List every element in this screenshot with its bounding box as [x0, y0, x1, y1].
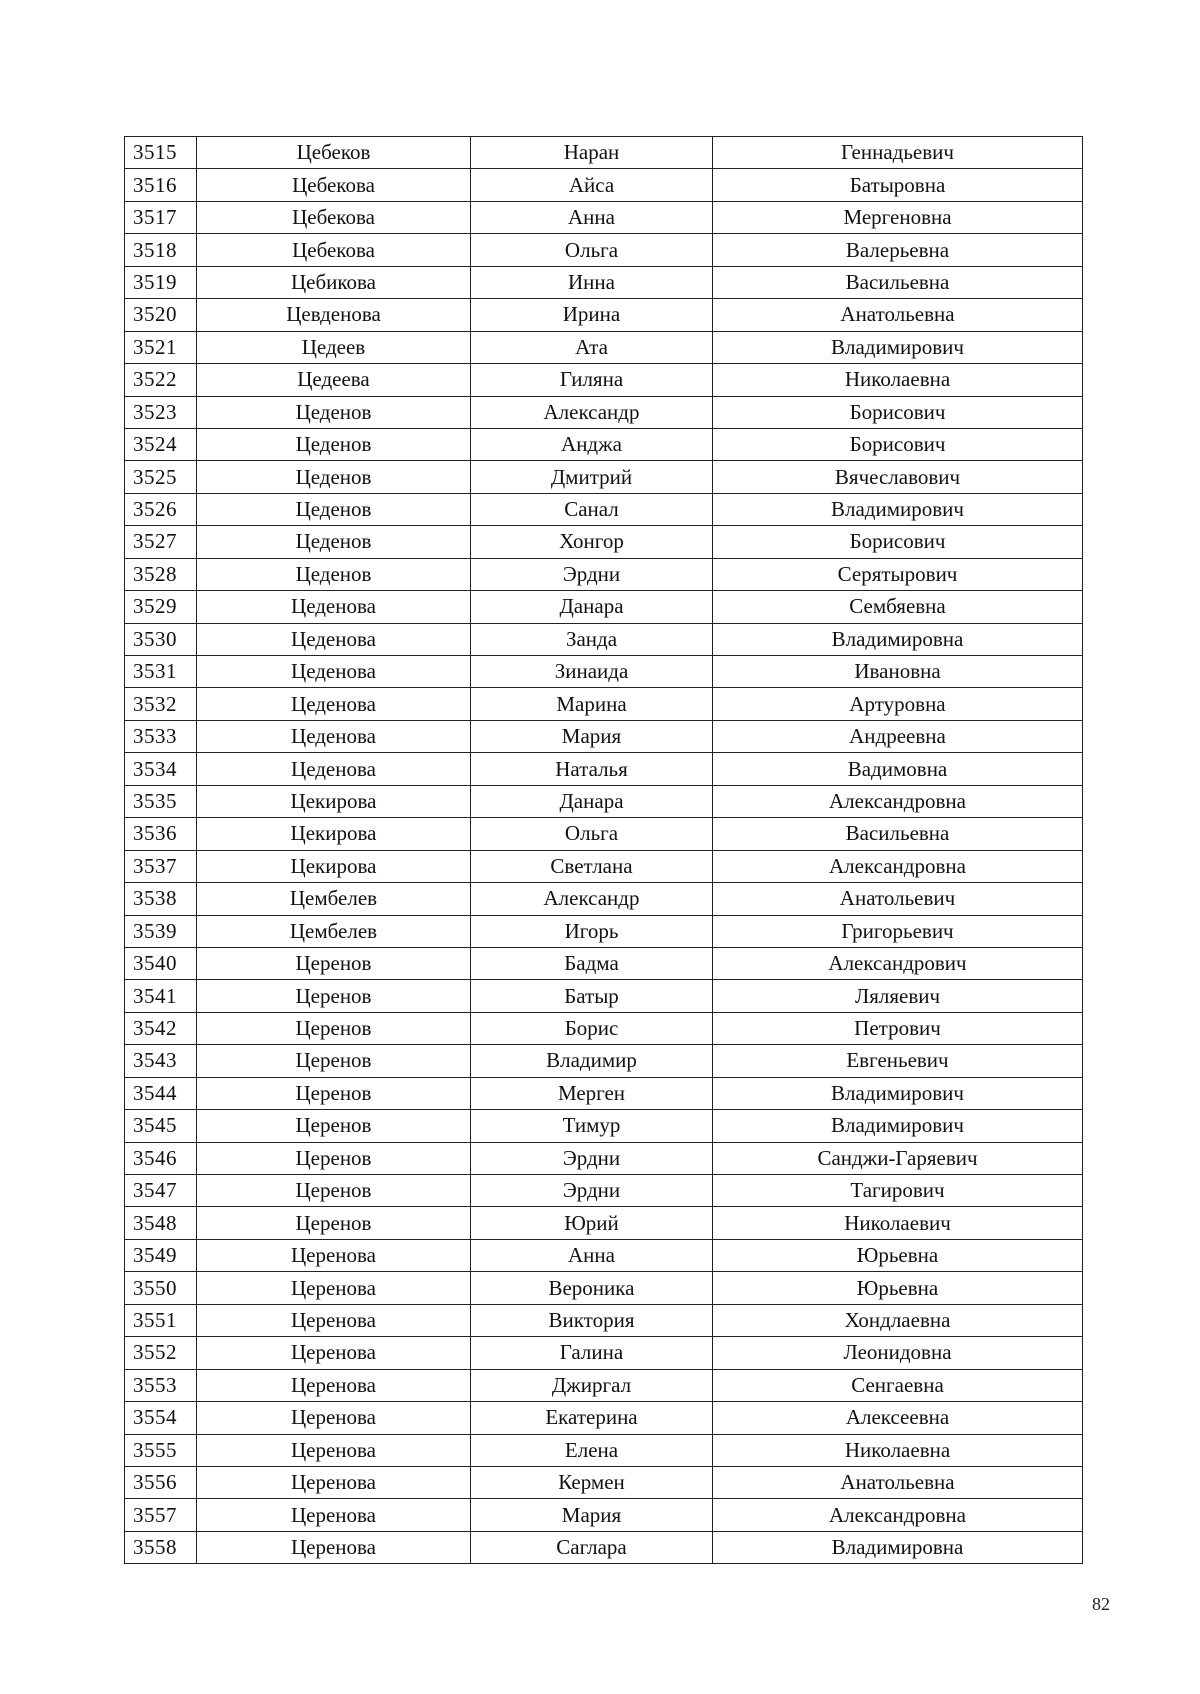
surname-cell: Церенова — [197, 1402, 471, 1434]
given-name-cell: Ирина — [471, 299, 713, 331]
table-row — [125, 818, 1083, 850]
record-number-cell: 3534 — [125, 753, 197, 785]
table-row — [125, 785, 1083, 817]
patronymic-cell: Владимирович — [713, 1077, 1083, 1109]
patronymic-cell: Евгеньевич — [713, 1045, 1083, 1077]
patronymic-cell: Николаевна — [713, 1434, 1083, 1466]
record-number-cell: 3552 — [125, 1337, 197, 1369]
patronymic-cell: Сембяевна — [713, 591, 1083, 623]
surname-cell: Цеденов — [197, 428, 471, 460]
given-name-cell: Александр — [471, 396, 713, 428]
given-name-cell: Анджа — [471, 428, 713, 460]
given-name-cell: Наран — [471, 137, 713, 169]
table-row — [125, 331, 1083, 363]
record-number-cell: 3520 — [125, 299, 197, 331]
table-row — [125, 526, 1083, 558]
table-row — [125, 558, 1083, 590]
table-row — [125, 1466, 1083, 1498]
patronymic-cell: Петрович — [713, 1012, 1083, 1044]
given-name-cell: Тимур — [471, 1110, 713, 1142]
given-name-cell: Елена — [471, 1434, 713, 1466]
record-number-cell: 3515 — [125, 137, 197, 169]
table-row — [125, 364, 1083, 396]
surname-cell: Цеденова — [197, 753, 471, 785]
given-name-cell: Галина — [471, 1337, 713, 1369]
given-name-cell: Наталья — [471, 753, 713, 785]
given-name-cell: Владимир — [471, 1045, 713, 1077]
given-name-cell: Мария — [471, 1499, 713, 1531]
patronymic-cell: Хондлаевна — [713, 1304, 1083, 1336]
patronymic-cell: Артуровна — [713, 688, 1083, 720]
record-number-cell: 3536 — [125, 818, 197, 850]
record-number-cell: 3528 — [125, 558, 197, 590]
table-row — [125, 169, 1083, 201]
surname-cell: Цекирова — [197, 818, 471, 850]
surname-cell: Церенова — [197, 1304, 471, 1336]
surname-cell: Цеденова — [197, 720, 471, 752]
surname-cell: Цебеков — [197, 137, 471, 169]
given-name-cell: Бадма — [471, 947, 713, 979]
given-name-cell: Зинаида — [471, 656, 713, 688]
surname-cell: Цеденов — [197, 396, 471, 428]
given-name-cell: Джиргал — [471, 1369, 713, 1401]
given-name-cell: Эрдни — [471, 1175, 713, 1207]
record-number-cell: 3550 — [125, 1272, 197, 1304]
patronymic-cell: Юрьевна — [713, 1239, 1083, 1271]
patronymic-cell: Юрьевна — [713, 1272, 1083, 1304]
record-number-cell: 3524 — [125, 428, 197, 460]
surname-cell: Цебикова — [197, 266, 471, 298]
surname-cell: Церенова — [197, 1337, 471, 1369]
table-row — [125, 980, 1083, 1012]
patronymic-cell: Владимировна — [713, 1531, 1083, 1563]
surname-cell: Церенов — [197, 1077, 471, 1109]
given-name-cell: Эрдни — [471, 1142, 713, 1174]
surname-cell: Церенова — [197, 1434, 471, 1466]
record-number-cell: 3556 — [125, 1466, 197, 1498]
patronymic-cell: Владимирович — [713, 493, 1083, 525]
record-number-cell: 3527 — [125, 526, 197, 558]
given-name-cell: Анна — [471, 1239, 713, 1271]
patronymic-cell: Анатольевич — [713, 883, 1083, 915]
patronymic-cell: Борисович — [713, 526, 1083, 558]
patronymic-cell: Андреевна — [713, 720, 1083, 752]
surname-cell: Цедеев — [197, 331, 471, 363]
patronymic-cell: Серятырович — [713, 558, 1083, 590]
record-number-cell: 3554 — [125, 1402, 197, 1434]
given-name-cell: Гиляна — [471, 364, 713, 396]
patronymic-cell: Вячеславович — [713, 461, 1083, 493]
given-name-cell: Анна — [471, 201, 713, 233]
surname-cell: Церенов — [197, 980, 471, 1012]
table-row — [125, 591, 1083, 623]
surname-cell: Цеденова — [197, 591, 471, 623]
surname-cell: Цебекова — [197, 169, 471, 201]
given-name-cell: Хонгор — [471, 526, 713, 558]
record-number-cell: 3542 — [125, 1012, 197, 1044]
patronymic-cell: Александровна — [713, 785, 1083, 817]
table-row — [125, 720, 1083, 752]
given-name-cell: Саглара — [471, 1531, 713, 1563]
table-row — [125, 1207, 1083, 1239]
table-row — [125, 850, 1083, 882]
patronymic-cell: Леонидовна — [713, 1337, 1083, 1369]
table-row — [125, 1531, 1083, 1563]
table-row — [125, 915, 1083, 947]
given-name-cell: Занда — [471, 623, 713, 655]
given-name-cell: Мерген — [471, 1077, 713, 1109]
table-row — [125, 137, 1083, 169]
patronymic-cell: Мергеновна — [713, 201, 1083, 233]
record-number-cell: 3557 — [125, 1499, 197, 1531]
table-row — [125, 688, 1083, 720]
patronymic-cell: Николаевич — [713, 1207, 1083, 1239]
table-row — [125, 1434, 1083, 1466]
patronymic-cell: Александровна — [713, 1499, 1083, 1531]
surname-cell: Церенов — [197, 947, 471, 979]
patronymic-cell: Алексеевна — [713, 1402, 1083, 1434]
patronymic-cell: Александровна — [713, 850, 1083, 882]
patronymic-cell: Батыровна — [713, 169, 1083, 201]
given-name-cell: Санал — [471, 493, 713, 525]
record-number-cell: 3532 — [125, 688, 197, 720]
table-row — [125, 947, 1083, 979]
record-number-cell: 3518 — [125, 234, 197, 266]
surname-cell: Церенов — [197, 1207, 471, 1239]
surname-cell: Церенова — [197, 1531, 471, 1563]
patronymic-cell: Владимирович — [713, 331, 1083, 363]
registry-table-body — [125, 137, 1083, 1564]
surname-cell: Церенова — [197, 1239, 471, 1271]
given-name-cell: Данара — [471, 591, 713, 623]
record-number-cell: 3549 — [125, 1239, 197, 1271]
registry-table — [124, 136, 1083, 1564]
record-number-cell: 3535 — [125, 785, 197, 817]
surname-cell: Церенов — [197, 1142, 471, 1174]
table-row — [125, 201, 1083, 233]
surname-cell: Церенов — [197, 1175, 471, 1207]
patronymic-cell: Владимирович — [713, 1110, 1083, 1142]
patronymic-cell: Геннадьевич — [713, 137, 1083, 169]
surname-cell: Цеденов — [197, 558, 471, 590]
surname-cell: Цембелев — [197, 883, 471, 915]
given-name-cell: Игорь — [471, 915, 713, 947]
patronymic-cell: Николаевна — [713, 364, 1083, 396]
surname-cell: Цевденова — [197, 299, 471, 331]
given-name-cell: Светлана — [471, 850, 713, 882]
surname-cell: Церенов — [197, 1110, 471, 1142]
record-number-cell: 3546 — [125, 1142, 197, 1174]
record-number-cell: 3525 — [125, 461, 197, 493]
surname-cell: Цекирова — [197, 850, 471, 882]
table-row — [125, 753, 1083, 785]
surname-cell: Цебекова — [197, 201, 471, 233]
given-name-cell: Айса — [471, 169, 713, 201]
record-number-cell: 3521 — [125, 331, 197, 363]
given-name-cell: Виктория — [471, 1304, 713, 1336]
surname-cell: Цекирова — [197, 785, 471, 817]
given-name-cell: Юрий — [471, 1207, 713, 1239]
given-name-cell: Мария — [471, 720, 713, 752]
given-name-cell: Инна — [471, 266, 713, 298]
given-name-cell: Екатерина — [471, 1402, 713, 1434]
surname-cell: Церенов — [197, 1045, 471, 1077]
patronymic-cell: Александрович — [713, 947, 1083, 979]
table-row — [125, 623, 1083, 655]
record-number-cell: 3548 — [125, 1207, 197, 1239]
table-row — [125, 428, 1083, 460]
surname-cell: Цеденов — [197, 526, 471, 558]
record-number-cell: 3533 — [125, 720, 197, 752]
surname-cell: Церенова — [197, 1369, 471, 1401]
patronymic-cell: Ивановна — [713, 656, 1083, 688]
surname-cell: Цебекова — [197, 234, 471, 266]
surname-cell: Церенова — [197, 1466, 471, 1498]
table-row — [125, 1045, 1083, 1077]
record-number-cell: 3523 — [125, 396, 197, 428]
table-row — [125, 1499, 1083, 1531]
patronymic-cell: Борисович — [713, 428, 1083, 460]
patronymic-cell: Валерьевна — [713, 234, 1083, 266]
record-number-cell: 3540 — [125, 947, 197, 979]
patronymic-cell: Анатольевна — [713, 1466, 1083, 1498]
given-name-cell: Вероника — [471, 1272, 713, 1304]
table-row — [125, 1142, 1083, 1174]
table-row — [125, 1337, 1083, 1369]
record-number-cell: 3541 — [125, 980, 197, 1012]
record-number-cell: 3530 — [125, 623, 197, 655]
table-row — [125, 266, 1083, 298]
given-name-cell: Ольга — [471, 818, 713, 850]
given-name-cell: Дмитрий — [471, 461, 713, 493]
table-row — [125, 1077, 1083, 1109]
surname-cell: Цеденова — [197, 623, 471, 655]
record-number-cell: 3553 — [125, 1369, 197, 1401]
table-row — [125, 299, 1083, 331]
given-name-cell: Марина — [471, 688, 713, 720]
record-number-cell: 3531 — [125, 656, 197, 688]
record-number-cell: 3558 — [125, 1531, 197, 1563]
table-row — [125, 493, 1083, 525]
table-row — [125, 396, 1083, 428]
given-name-cell: Кермен — [471, 1466, 713, 1498]
given-name-cell: Ольга — [471, 234, 713, 266]
given-name-cell: Батыр — [471, 980, 713, 1012]
record-number-cell: 3517 — [125, 201, 197, 233]
table-row — [125, 883, 1083, 915]
patronymic-cell: Вадимовна — [713, 753, 1083, 785]
surname-cell: Церенова — [197, 1499, 471, 1531]
patronymic-cell: Санджи-Гаряевич — [713, 1142, 1083, 1174]
table-row — [125, 1369, 1083, 1401]
record-number-cell: 3551 — [125, 1304, 197, 1336]
record-number-cell: 3516 — [125, 169, 197, 201]
patronymic-cell: Владимировна — [713, 623, 1083, 655]
record-number-cell: 3529 — [125, 591, 197, 623]
given-name-cell: Данара — [471, 785, 713, 817]
patronymic-cell: Борисович — [713, 396, 1083, 428]
table-row — [125, 1402, 1083, 1434]
table-row — [125, 234, 1083, 266]
patronymic-cell: Анатольевна — [713, 299, 1083, 331]
surname-cell: Цеденова — [197, 688, 471, 720]
patronymic-cell: Тагирович — [713, 1175, 1083, 1207]
surname-cell: Церенова — [197, 1272, 471, 1304]
patronymic-cell: Васильевна — [713, 266, 1083, 298]
surname-cell: Церенов — [197, 1012, 471, 1044]
patronymic-cell: Васильевна — [713, 818, 1083, 850]
patronymic-cell: Ляляевич — [713, 980, 1083, 1012]
given-name-cell: Борис — [471, 1012, 713, 1044]
table-row — [125, 1239, 1083, 1271]
given-name-cell: Ата — [471, 331, 713, 363]
record-number-cell: 3555 — [125, 1434, 197, 1466]
given-name-cell: Эрдни — [471, 558, 713, 590]
table-row — [125, 461, 1083, 493]
record-number-cell: 3538 — [125, 883, 197, 915]
surname-cell: Цеденова — [197, 656, 471, 688]
record-number-cell: 3539 — [125, 915, 197, 947]
record-number-cell: 3547 — [125, 1175, 197, 1207]
record-number-cell: 3544 — [125, 1077, 197, 1109]
table-row — [125, 1012, 1083, 1044]
surname-cell: Цембелев — [197, 915, 471, 947]
table-row — [125, 1272, 1083, 1304]
table-row — [125, 656, 1083, 688]
record-number-cell: 3537 — [125, 850, 197, 882]
record-number-cell: 3545 — [125, 1110, 197, 1142]
table-row — [125, 1304, 1083, 1336]
surname-cell: Цедеева — [197, 364, 471, 396]
surname-cell: Цеденов — [197, 461, 471, 493]
page-number: 82 — [1092, 1594, 1110, 1614]
table-row — [125, 1175, 1083, 1207]
table-row — [125, 1110, 1083, 1142]
surname-cell: Цеденов — [197, 493, 471, 525]
record-number-cell: 3519 — [125, 266, 197, 298]
record-number-cell: 3543 — [125, 1045, 197, 1077]
record-number-cell: 3526 — [125, 493, 197, 525]
patronymic-cell: Григорьевич — [713, 915, 1083, 947]
record-number-cell: 3522 — [125, 364, 197, 396]
given-name-cell: Александр — [471, 883, 713, 915]
patronymic-cell: Сенгаевна — [713, 1369, 1083, 1401]
